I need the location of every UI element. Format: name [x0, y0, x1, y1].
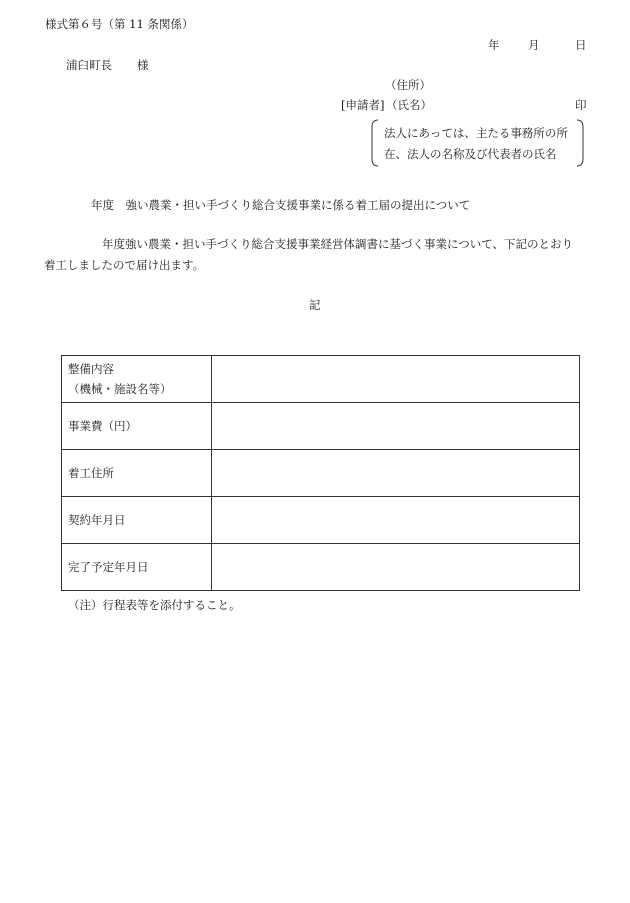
label-line: （機械・施設名等） — [68, 382, 172, 396]
date-day-label: 日 — [575, 38, 587, 52]
addressee-honorific: 様 — [137, 58, 149, 72]
body-line-2: 着工しましたので届け出ます。 — [44, 258, 205, 272]
table-row — [62, 356, 580, 403]
construction-details-table — [61, 355, 580, 591]
table-row — [62, 544, 580, 591]
document-subject: 年度 強い農業・担い手づくり総合支援事業に係る着工届の提出について — [91, 198, 471, 212]
address-label: （住所） — [385, 78, 431, 92]
table-row — [62, 497, 580, 544]
date-month-label: 月 — [528, 38, 540, 52]
name-label: （氏名） — [386, 98, 432, 112]
corporation-note-line-1: 法人にあっては、主たる事務所の所 — [384, 126, 568, 140]
ki-heading: 記 — [309, 298, 321, 312]
applicant-role-label: [申請者] — [341, 98, 385, 112]
value-cell-completion-date[interactable] — [212, 544, 580, 591]
row-label-completion-date: 完了予定年月日 — [62, 544, 212, 591]
value-cell-contract-date[interactable] — [212, 497, 580, 544]
value-cell-site[interactable] — [212, 450, 580, 497]
body-line-1: 年度強い農業・担い手づくり総合支援事業経営体調書に基づく事業について、下記のとおり — [102, 237, 574, 251]
seal-mark: 印 — [575, 98, 587, 112]
addressee-name: 浦臼町長 — [66, 58, 112, 72]
attachment-note: （注）行程表等を添付すること。 — [68, 598, 241, 612]
form-number: 様式第６号（第 11 条関係） — [45, 17, 194, 31]
corporation-note-bracket — [370, 117, 585, 169]
row-label-equipment — [62, 356, 212, 403]
table-row — [62, 450, 580, 497]
value-cell-equipment[interactable] — [212, 356, 580, 403]
corporation-note-line-2: 在、法人の名称及び代表者の氏名 — [384, 147, 557, 161]
date-year-label: 年 — [488, 38, 500, 52]
row-label-cost: 事業費（円） — [62, 403, 212, 450]
row-label-site: 着工住所 — [62, 450, 212, 497]
label-line: 整備内容 — [68, 362, 114, 376]
row-label-contract-date: 契約年月日 — [62, 497, 212, 544]
value-cell-cost[interactable] — [212, 403, 580, 450]
table-row — [62, 403, 580, 450]
bracket-shape — [370, 117, 585, 169]
